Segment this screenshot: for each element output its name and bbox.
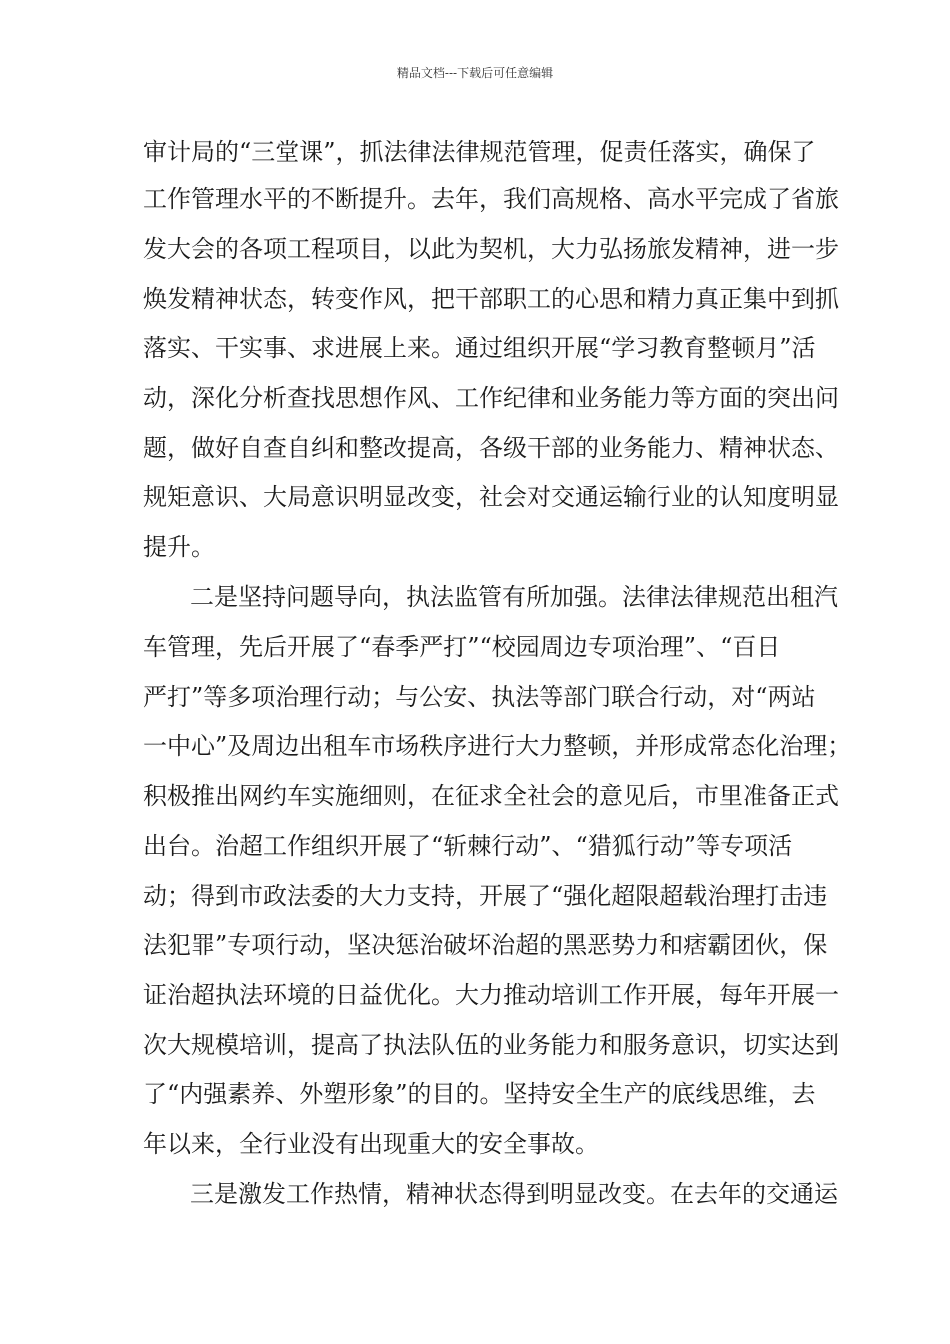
text-line: 动，深化分析查找思想作风、工作纪律和业务能力等方面的突出问 <box>143 384 839 412</box>
text-line: 车管理，先后开展了“春季严打”“校园周边专项治理”、“百日 <box>143 633 781 661</box>
text-line: 证治超执法环境的日益优化。大力推动培训工作开展，每年开展一 <box>143 981 839 1009</box>
text-line: 出台。治超工作组织开展了“斩棘行动”、“猎狐行动”等专项活 <box>143 832 793 860</box>
text-line: 规矩意识、大局意识明显改变，社会对交通运输行业的认知度明显 <box>143 483 839 511</box>
text-line: 积极推出网约车实施细则，在征求全社会的意见后，市里准备正式 <box>143 782 839 810</box>
text-line: 法犯罪”专项行动，坚决惩治破坏治超的黑恶势力和痞霸团伙，保 <box>143 931 828 959</box>
text-line: 落实、干实事、求进展上来。通过组织开展“学习教育整顿月”活 <box>143 334 816 362</box>
text-line: 焕发精神状态，转变作风，把干部职工的心思和精力真正集中到抓 <box>143 285 839 313</box>
text-line: 了“内强素养、外塑形象”的目的。坚持安全生产的底线思维，去 <box>143 1080 816 1108</box>
text-line: 动；得到市政法委的大力支持，开展了“强化超限超载治理打击违 <box>143 882 828 910</box>
text-line: 三是激发工作热情，精神状态得到明显改变。在去年的交通运 <box>190 1180 838 1208</box>
text-line: 工作管理水平的不断提升。去年，我们高规格、高水平完成了省旅 <box>143 185 839 213</box>
text-line: 次大规模培训，提高了执法队伍的业务能力和服务意识，切实达到 <box>143 1031 839 1059</box>
text-line: 年以来，全行业没有出现重大的安全事故。 <box>143 1130 599 1158</box>
text-line: 题，做好自查自纠和整改提高，各级干部的业务能力、精神状态、 <box>143 434 839 462</box>
text-line: 二是坚持问题导向，执法监管有所加强。法律法律规范出租汽 <box>190 583 838 611</box>
text-line: 审计局的“三堂课”，抓法律法律规范管理，促责任落实，确保了 <box>143 138 816 166</box>
text-line: 严打”等多项治理行动；与公安、执法等部门联合行动，对“两站 <box>143 683 816 711</box>
text-line: 提升。 <box>143 533 215 561</box>
text-line: 一中心”及周边出租车市场秩序进行大力整顿，并形成常态化治理； <box>143 732 852 760</box>
page-header: 精品文档---下载后可任意编辑 <box>396 66 554 80</box>
text-line: 发大会的各项工程项目，以此为契机，大力弘扬旅发精神，进一步 <box>143 235 839 263</box>
